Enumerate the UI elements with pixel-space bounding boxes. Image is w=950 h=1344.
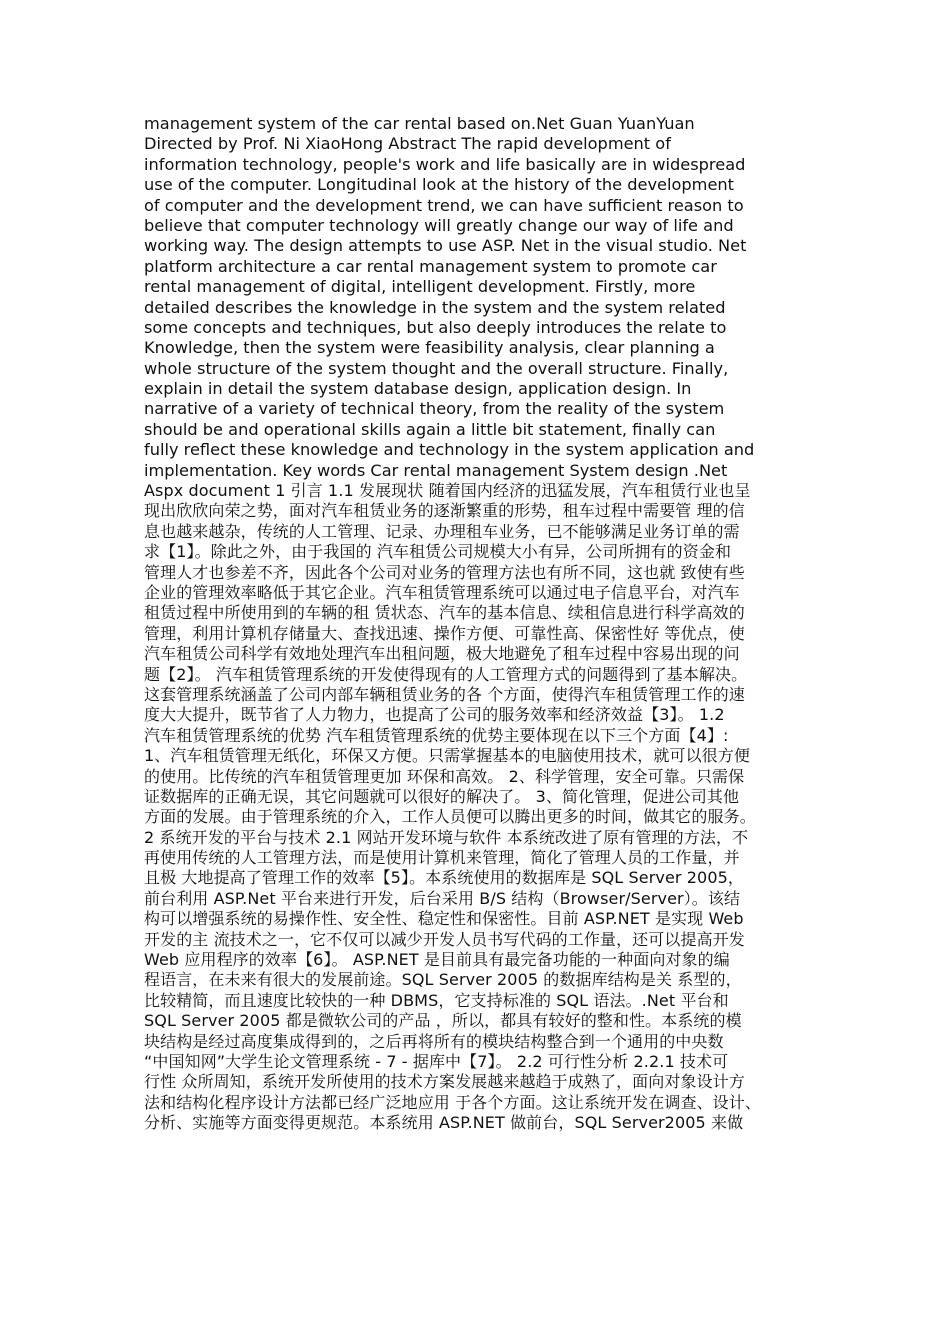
text-line: 息也越来越杂，传统的人工管理、记录、办理租车业务，已不能够满足业务订单的需 [144,521,740,541]
text-line: 方面的发展。由于管理系统的介入，工作人员便可以腾出更多的时间，做其它的服务。 [144,807,756,827]
text-line: implementation. Key words Car rental management System design .Net [144,460,728,480]
text-line: narrative of a variety of technical theory, from the reality of the system [144,399,725,419]
text-line: explain in detail the system database design, application design. In [144,379,692,399]
text-line: rental management of digital, intelligent development. Firstly, more [144,277,696,297]
text-line: Directed by Prof. Ni XiaoHong Abstract The rapid development of [144,134,671,154]
text-line: “中国知网”大学生论文管理系统 - 7 - 据库中【7】。 2.2 可行性分析 2.2.1 技术可 [144,1051,729,1071]
text-line: 1、汽车租赁管理无纸化，环保又方便。只需掌握基本的电脑使用技术，就可以很方便 [144,746,750,766]
text-line: 比较精简，而且速度比较快的一种 DBMS，它支持标准的 SQL 语法。.Net 平台和 [144,990,729,1010]
text-line: 块结构是经过高度集成得到的，之后再将所有的模块结构整合到一个通用的中央数 [144,1031,724,1051]
text-line: Aspx document 1 引言 1.1 发展现状 随着国内经济的迅猛发展，汽车租赁行业也呈 [144,481,751,501]
text-line: 租赁过程中所使用到的车辆的租 赁状态、汽车的基本信息、续租信息进行科学高效的 [144,603,745,623]
text-line: Web 应用程序的效率【6】。 ASP.NET 是目前具有最完备功能的一种面向对象的编 [144,950,730,970]
text-line: whole structure of the system thought and the overall structure. Finally, [144,358,729,378]
text-line: fully reflect these knowledge and technology in the system application and [144,440,755,460]
text-line: information technology, people's work and life basically are in widespread [144,154,746,174]
text-line: detailed describes the knowledge in the system and the system related [144,297,726,317]
text-line: 法和结构化程序设计方法都已经广泛地应用 于各个方面。这让系统开发在调查、设计、 [144,1092,761,1112]
text-line: should be and operational skills again a little bit statement, finally can [144,419,716,439]
text-line: 这套管理系统涵盖了公司内部车辆租赁业务的各 个方面，使得汽车租赁管理工作的速 [144,684,745,704]
text-line: believe that computer technology will greatly change our way of life and [144,215,734,235]
text-line: 再使用传统的人工管理方法，而是使用计算机来管理，简化了管理人员的工作量，并 [144,848,740,868]
text-line: 程语言，在未来有很大的发展前途。SQL Server 2005 的数据库结构是关 系型的， [144,970,742,990]
text-line: 且极 大地提高了管理工作的效率【5】。本系统使用的数据库是 SQL Server 2005， [144,868,744,888]
text-line: 前台利用 ASP.Net 平台来进行开发，后台采用 B/S 结构（Browser/Server）。该结 [144,888,741,908]
text-line: use of the computer. Longitudinal look at the history of the development [144,175,735,195]
text-line: of computer and the development trend, we can have sufficient reason to [144,195,744,215]
text-line: 汽车租赁公司科学有效地处理汽车出租问题，极大地避免了租车过程中容易出现的问 [144,644,740,664]
text-line: management system of the car rental based on.Net Guan YuanYuan [144,114,695,133]
body-text [144,114,808,1134]
text-line: platform architecture a car rental management system to promote car [144,256,717,276]
text-line: 分析、实施等方面变得更规范。本系统用 ASP.NET 做前台，SQL Server2005 来做 [144,1113,744,1133]
text-line: 现出欣欣向荣之势，面对汽车租赁业务的逐渐繁重的形势，租车过程中需要管 理的信 [144,501,745,521]
text-line: 的使用。比传统的汽车租赁管理更加 环保和高效。 2、科学管理，安全可靠。只需保 [144,766,745,786]
text-line: 行性 众所周知，系统开发所使用的技术方案发展越来越趋于成熟了，面向对象设计方 [144,1072,745,1092]
text-line: 汽车租赁管理系统的优势 汽车租赁管理系统的优势主要体现在以下三个方面【4】: [144,725,729,745]
text-line: 管理人才也参差不齐，因此各个公司对业务的管理方法也有所不同，这也就 致使有些 [144,562,745,582]
text-line: 企业的管理效率略低于其它企业。汽车租赁管理系统可以通过电子信息平台，对汽车 [144,582,740,602]
text-line: some concepts and techniques, but also deeply introduces the relate to [144,317,727,337]
text-line: 证数据库的正确无误，其它问题就可以很好的解决了。 3、简化管理，促进公司其他 [144,786,740,806]
text-line: 构可以增强系统的易操作性、安全性、稳定性和保密性。目前 ASP.NET 是实现 Web [144,909,744,929]
text-line: 求【1】。除此之外，由于我国的 汽车租赁公司规模大小有异，公司所拥有的资金和 [144,542,732,562]
text-line: 题【2】。 汽车租赁管理系统的开发使得现有的人工管理方式的问题得到了基本解决。 [144,664,748,684]
text-line: Knowledge, then the system were feasibility analysis, clear planning a [144,338,715,358]
text-line: working way. The design attempts to use ASP. Net in the visual studio. Net [144,236,747,256]
text-line: 度大大提升，既节省了人力物力，也提高了公司的服务效率和经济效益【3】。 1.2 [144,705,725,725]
text-line: SQL Server 2005 都是微软公司的产品 ，所以，都具有较好的整和性。本系统的模 [144,1011,742,1031]
text-line: 管理，利用计算机存储量大、查找迅速、操作方便、可靠性高、保密性好 等优点，使 [144,623,745,643]
text-line: 开发的主 流技术之一，它不仅可以减少开发人员书写代码的工作量，还可以提高开发 [144,929,745,949]
text-line: 2 系统开发的平台与技术 2.1 网站开发环境与软件 本系统改进了原有管理的方法，不 [144,827,749,847]
